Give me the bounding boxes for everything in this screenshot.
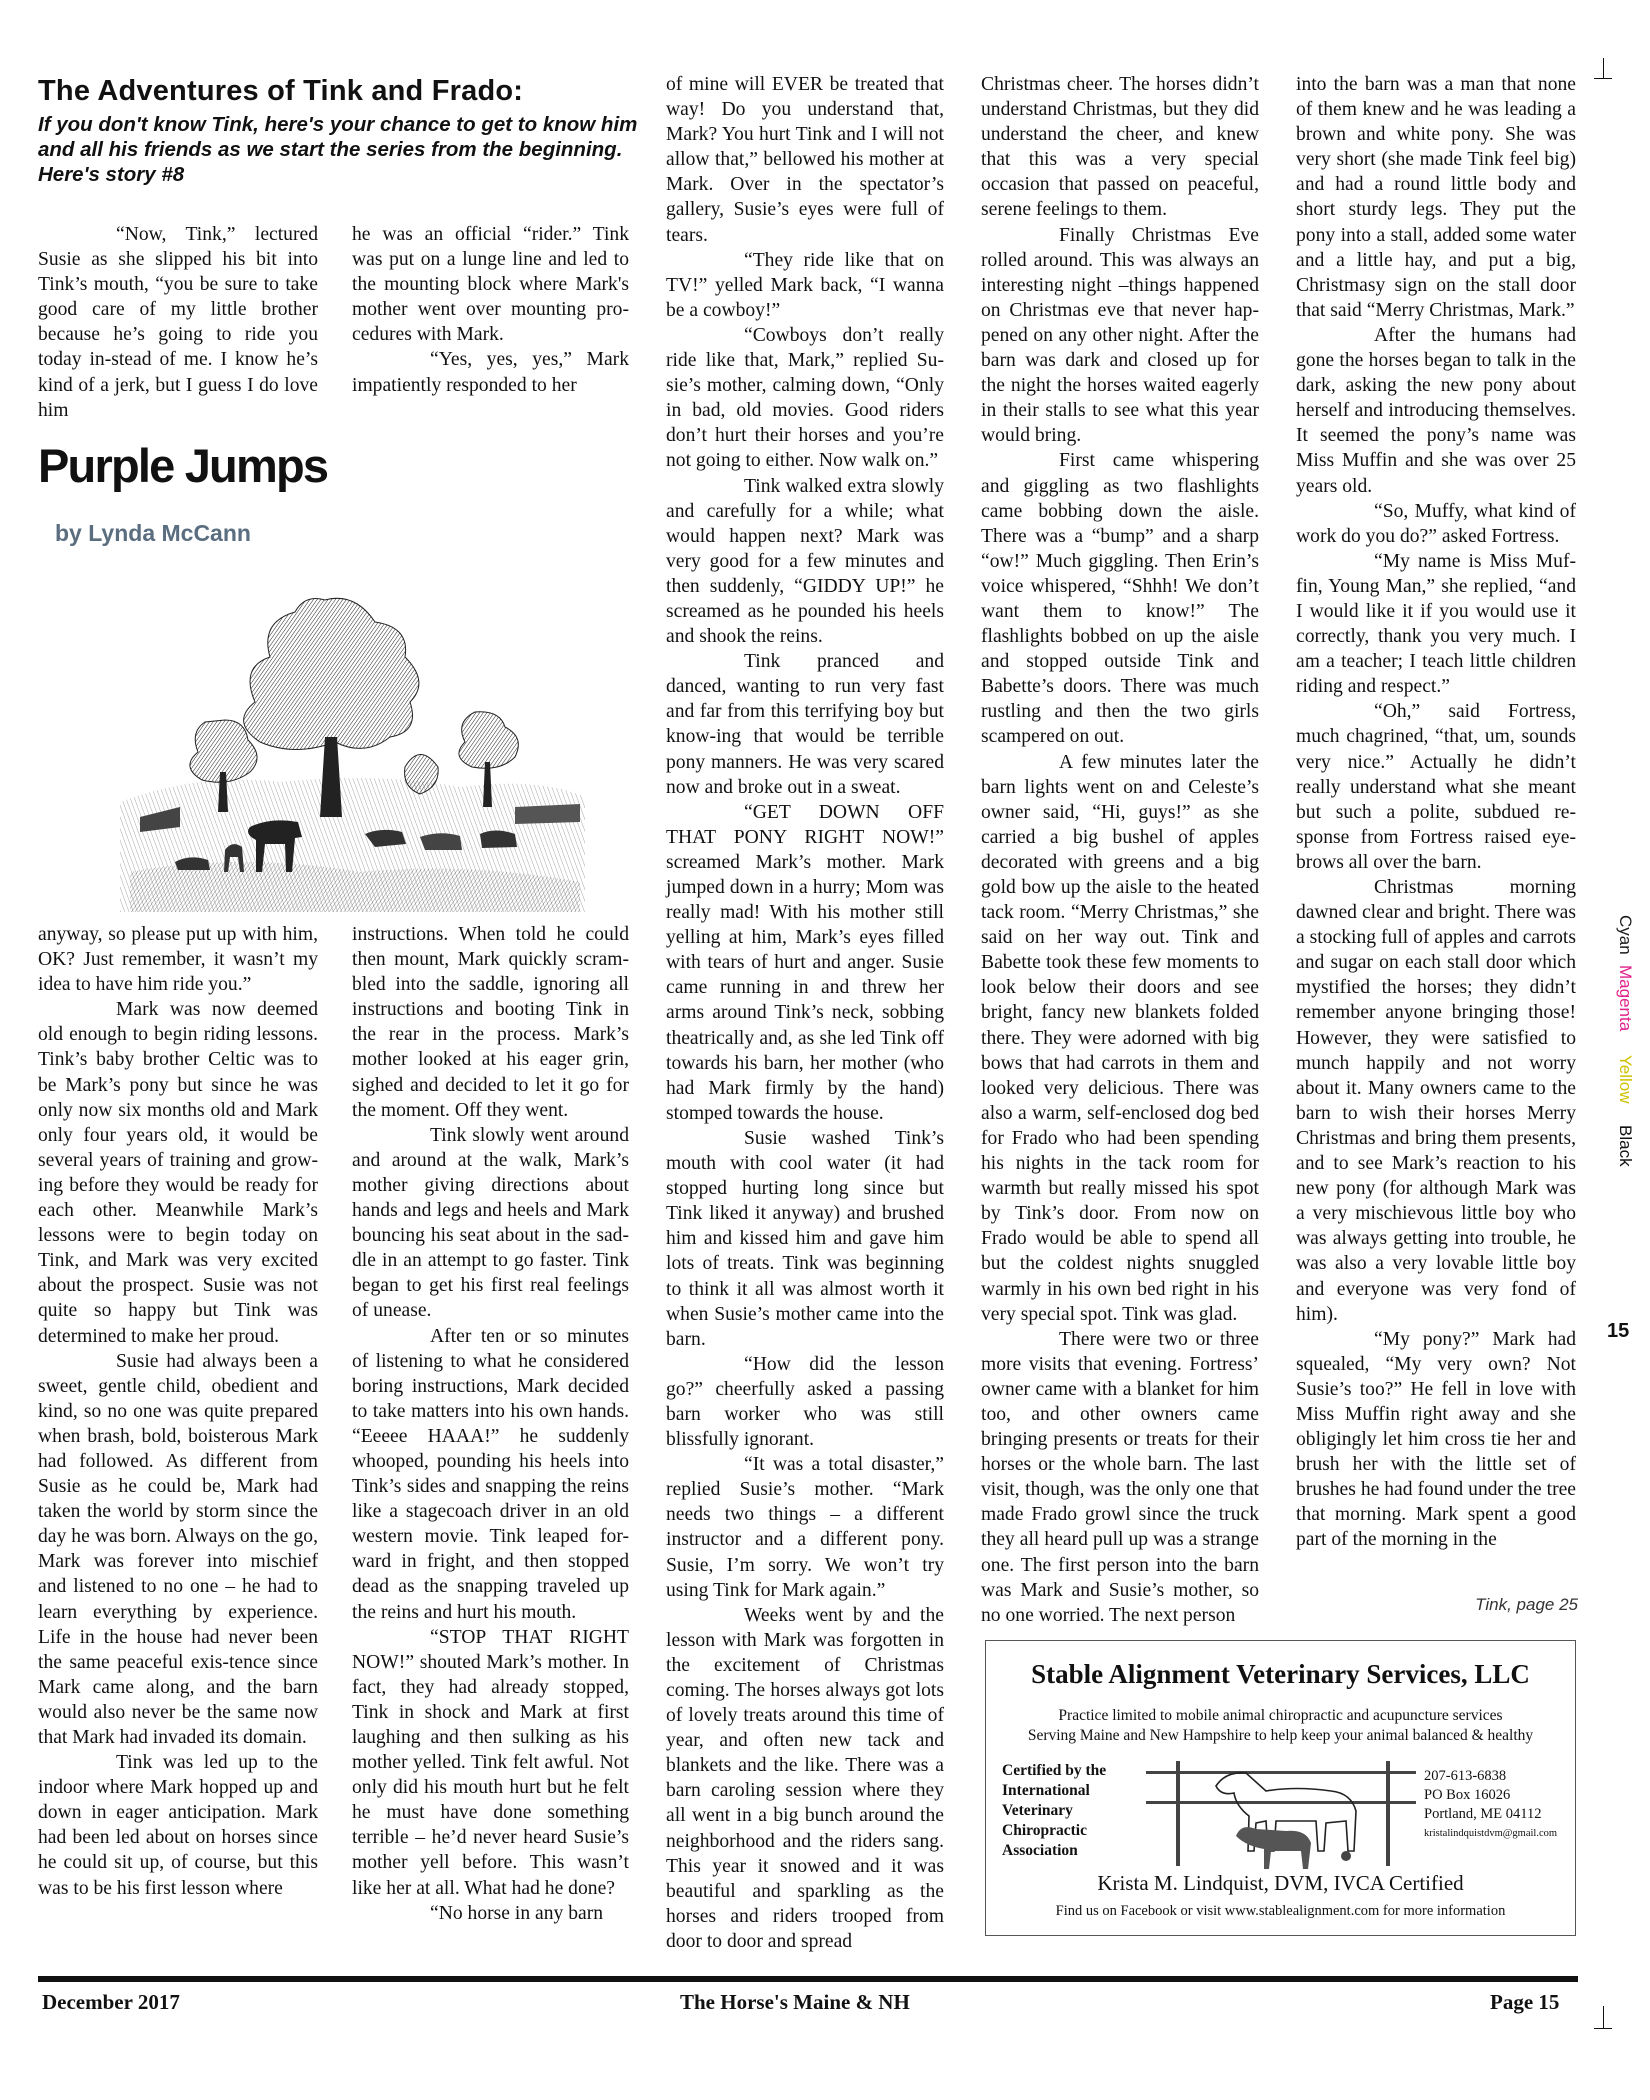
- continued-jump: Tink, page 25: [1475, 1595, 1578, 1614]
- paragraph: “How did the lesson go?” cheerfully asked a passing barn worker who was still blissfully ignorant.: [666, 1353, 944, 1451]
- paragraph: Christmas morning dawned clear and bright. There was a stocking full of apples and carrots and sugar on each stall door which mystified the horses; they didn’t remember anyone bringing those! However, they were satisfied to munch happily and not worry about it. Many owners came to the barn to wish their horses Merry Christmas and bring them presents, and to see Mark’s reaction to his new pony (for although Mark was a very mischievous little boy who was always getting into trouble, he was also a very lovable little boy and everyone was very fond of him).: [1296, 877, 1576, 1325]
- paragraph: he was an official “rider.” Tink was put on a lunge line and led to the mounting block where Mark's mother went over mounting pro-cedures with Mark.: [352, 224, 629, 346]
- column-3: [666, 72, 944, 1954]
- paragraph: Finally Christmas Eve rolled around. This was always an interesting night –things happened on Christmas eve that never hap-pened on any other night. After the barn was dark and closed up for the night the horses waited eagerly in their stalls to see what this year would bring.: [981, 224, 1259, 447]
- crop-mark-top-stem: [1603, 58, 1604, 78]
- paragraph: “It was a total disaster,” replied Susie’s mother. “Mark needs two things – a different instructor and a different pony. Susie, I’m sorry. We won’t try using Tink for Mark again.”: [666, 1454, 944, 1601]
- ad-vet-name: Krista M. Lindquist, DVM, IVCA Certified: [1097, 1871, 1464, 1895]
- column-1-top: [38, 222, 318, 423]
- paragraph: Mark was now deemed old enough to begin riding lessons. Tink’s baby brother Celtic was to be Mark’s pony but since he was only now six months old and Mark only four years old, it would be several years of training and grow-ing before they would be ready for each other. Meanwhile Mark’s lessons were to begin today on Tink, and Mark was very excited about the prospect. Susie was not quite so happy but Tink was determined to make her proud.: [38, 999, 318, 1347]
- paragraph: A few minutes later the barn lights went on and Celeste’s owner said, “Hi, guys!” as she carried a big bushel of apples decorated with greens and a big gold bow up the aisle to the heated tack room. “Merry Christmas,” she said on her way out. Tink and Babette took these few moments to look below their doors and see bright, fancy new blankets folded there. They were adorned with big bows that had carrots in them and looked very delicious. There was also a warm, self-enclosed dog bed for Frado who had been spending his nights in the tack room for warmth but really missed his spot by Tink’s door. From now on Frado would be able to spend all but the coldest nights snuggled warmly in his own bed right in his very special spot. Tink was glad.: [981, 751, 1259, 1325]
- paragraph: anyway, so please put up with him, OK? Just remember, it wasn’t my idea to have him ride you.”: [38, 924, 318, 996]
- paragraph: Weeks went by and the lesson with Mark was forgotten in the excitement of Christmas coming. The horses always got lots of lovely treats around this time of year, and often new tack and blankets and the like. There was a barn caroling session where they all went in a big bunch around the neighborhood and the riders sang. This year it snowed and it was beautiful and sparkling as the horses and riders trooped from door to door and spread: [666, 1604, 944, 1952]
- column-5: [1296, 72, 1576, 1553]
- ad-po-box: PO Box 16026: [1424, 1787, 1511, 1803]
- paragraph: “So, Muffy, what kind of work do you do?” asked Fortress.: [1296, 500, 1576, 547]
- footer-date: December 2017: [42, 1990, 180, 2014]
- column-2-bottom: [352, 922, 629, 1926]
- paragraph: Tink walked extra slowly and carefully for a while; what would happen next? Mark was very good for a few minutes and then suddenly, “GIDDY UP!” he screamed as he pounded his heels and shook the reins.: [666, 475, 944, 648]
- paragraph: Tink pranced and danced, wanting to run very fast and far from this terrifying boy but know-ing that would be terrible pony manners. He was very scared now and broke out in a sweat.: [666, 651, 944, 798]
- paragraph: into the barn was a man that none of them knew and he was leading a brown and white pony. She was very short (she made Tink feel big) and had a round little body and short sturdy legs. They put the pony into a stall, added some water and a little hay, and put a big, Christmasy sign on the stall door that said “Merry Christmas, Mark.”: [1296, 74, 1576, 321]
- crop-mark-bottom-stem: [1603, 2006, 1604, 2028]
- paragraph: “Now, Tink,” lectured Susie as she slipped his bit into Tink’s mouth, “you be sure to take good care of my little brother because he’s going to ride you today in-stead of me. I know he’s kind of a jerk, but I guess I do love him: [38, 224, 318, 421]
- series-subhead: If you don't know Tink, here's your chance to get to know him and all his friends as we start the series from the beginning. Here's story #8: [38, 113, 638, 186]
- paragraph: “My pony?” Mark had squealed, “My very own? Not Susie’s too?” He fell in love with Miss Muffin right away and she obligingly let him cross tie her and brush her with the little set of brushes he had found under the tree that morning. Mark spent a good part of the morning in the: [1296, 1328, 1576, 1551]
- paragraph: Tink was led up to the indoor where Mark hopped up and down in eager anticipation. Mark had been led about on horses since he could sit up, of course, but this was to be his first lesson where: [38, 1752, 318, 1899]
- ad-certification: Certified by the International Veterinary Chiropractic Association: [1002, 1762, 1107, 1859]
- pasture-illustration: [120, 572, 585, 912]
- paragraph: “GET DOWN OFF THAT PONY RIGHT NOW!” screamed Mark’s mother. Mark jumped down in a hurry; Mom was really mad! With his mother still yelling at him, Mark’s eyes filled with tears of hurt and anger. Susie came running in and threw her arms around Tink’s neck, sobbing theatrically and, as she led Tink off towards his barn, her mother (who had Mark firmly by the hand) stomped towards the house.: [666, 801, 944, 1124]
- paragraph: After the humans had gone the horses began to talk in the dark, asking the new pony about herself and introducing themselves. It seemed the pony’s name was Miss Muffin and she was over 25 years old.: [1296, 324, 1576, 497]
- paragraph: “They ride like that on TV!” yelled Mark back, “I wanna be a cowboy!”: [666, 249, 944, 321]
- ad-city: Portland, ME 04112: [1424, 1806, 1542, 1822]
- horse-dog-fence-illustration: [1146, 1751, 1416, 1876]
- cmyk-color-bar: [1612, 915, 1642, 1245]
- vet-advertisement: [985, 1640, 1576, 1936]
- ad-title: Stable Alignment Veterinary Services, LLC: [1031, 1659, 1530, 1689]
- cmyk-magenta-label: Magenta: [1616, 965, 1635, 1032]
- ad-services-line: Practice limited to mobile animal chiropractic and acupuncture services: [1058, 1707, 1503, 1724]
- column-1-bottom: [38, 922, 318, 1901]
- ad-region-line: Serving Maine and New Hampshire to help keep your animal balanced & healthy: [1027, 1727, 1534, 1744]
- article-byline: by Lynda McCann: [55, 520, 251, 546]
- paragraph: Tink slowly went around and around at the walk, Mark’s mother giving directions about hands and legs and heels and Mark bouncing his seat about in the sad-dle in an attempt to go faster. Tink began to get his first real feelings of unease.: [352, 1124, 629, 1322]
- paragraph: “My name is Miss Muf-fin, Young Man,” she replied, “and I would like it if you would use it correctly, thank you very much. I am a teacher; I teach little children riding and respect.”: [1296, 550, 1576, 698]
- column-4: [981, 72, 1259, 1628]
- paragraph: “Yes, yes, yes,” Mark impatiently responded to her: [352, 349, 629, 396]
- footer-publication: The Horse's Maine & NH: [680, 1990, 910, 2014]
- ad-facebook-line: Find us on Facebook or visit www.stablealignment.com for more information: [1055, 1903, 1506, 1919]
- paragraph: of mine will EVER be treated that way! Do you understand that, Mark? You hurt Tink and I will not allow that,” bellowed his mother at Mark. Over in the spectator’s gallery, Susie’s eyes were full of tears.: [666, 74, 944, 246]
- cmyk-cyan-label: Cyan: [1616, 915, 1635, 955]
- paragraph: First came whispering and giggling as two flashlights came bobbing down the aisle. There was a “bump” and a sharp “ow!” Much giggling. Then Erin’s voice whispered, “Shhh! We don’t want them to know!” The flashlights bobbed on up the aisle and stopped outside Tink and Babette’s doors. There was much rustling and then the two girls scampered on out.: [981, 450, 1259, 748]
- ad-email: kristalindquistdvm@gmail.com: [1424, 1828, 1558, 1839]
- series-headline: The Adventures of Tink and Frado:: [38, 75, 524, 107]
- side-page-number: 15: [1607, 1320, 1630, 1342]
- article-title: Purple Jumps: [38, 439, 328, 492]
- paragraph: Christmas cheer. The horses didn’t understand Christmas, but they did understand the cheer, and knew that this was a very special occasion that passed on peaceful, serene feelings to them.: [981, 74, 1259, 221]
- paragraph: instructions. When told he could then mount, Mark quickly scram-bled into the saddle, ignoring all instructions and booting Tink in the rear in the process. Mark’s mother looked at his eager grin, sighed and decided to let it go for the moment. Off they went.: [352, 924, 629, 1121]
- ad-contact-block: [1424, 1767, 1574, 1843]
- footer-page-number: Page 15: [1490, 1990, 1560, 2014]
- paragraph: Susie washed Tink’s mouth with cool water (it had stopped hurting long since but Tink liked it anyway) and brushed him and kissed him and gave him lots of treats. Tink was beginning to think it all was almost worth it when Susie’s mother came into the barn.: [666, 1127, 944, 1350]
- paragraph: Susie had always been a sweet, gentle child, obedient and kind, so no one was quite prepared when brash, bold, boisterous Mark had followed. As different from Susie as he could be, Mark had taken the world by storm since the day he was born. Always on the go, Mark was forever into mischief and listened to no one – he had to learn everything by experience. Life in the house had never been the same peaceful exis-tence since Mark came along, and the barn would also never be the same now that Mark had invaded its domain.: [38, 1350, 318, 1748]
- crop-mark-bottom: [1594, 2028, 1612, 2029]
- ad-phone: 207-613-6838: [1424, 1768, 1507, 1784]
- cmyk-yellow-label: Yellow: [1616, 1055, 1635, 1104]
- paragraph: After ten or so minutes of listening to what he considered boring instructions, Mark decided to take matters into his own hands. “Eeeee HAAA!” he suddenly whooped, pounding his heels into Tink’s sides and snapping the reins like a stagecoach driver in an old western movie. Tink leaped for-ward in fright, and then stopped dead as the snapping traveled up the reins and hurt his mouth.: [352, 1325, 629, 1623]
- paragraph: There were two or three more visits that evening. Fortress’ owner came with a blanket for him too, and other owners came bringing presents or treats for their horses or the whole barn. The last visit, though, was the only one that made Frado growl since the truck they all heard pull up was a strange one. The first person into the barn was Mark and Susie’s mother, so no one worried. The next person: [981, 1328, 1259, 1626]
- crop-mark-top: [1594, 78, 1612, 79]
- paragraph: “STOP THAT RIGHT NOW!” shouted Mark’s mother. In fact, they had already stopped, Tink in shock and Mark at first laughing and then sulking as his mother yelled. Tink felt awful. Not only did his mouth hurt but he felt he must have done something terrible – he’d never heard Susie’s mother yell before. This wasn’t like her at all. What had he done?: [352, 1626, 629, 1899]
- paragraph: “Oh,” said Fortress, much chagrined, “that, um, sounds very nice.” Actually he didn’t really understand what she meant but such a polite, subdued re-sponse from Fortress raised eye-brows all over the barn.: [1296, 701, 1576, 873]
- column-2-top: [352, 222, 629, 398]
- paragraph: “No horse in any barn: [430, 1902, 604, 1924]
- footer-rule: [38, 1976, 1578, 1982]
- cmyk-black-label: Black: [1616, 1125, 1635, 1167]
- paragraph: “Cowboys don’t really ride like that, Mark,” replied Su-sie’s mother, calming down, “Only in bad, old movies. Good riders don’t hurt their horses and you’re not going to either. Now walk on.”: [666, 324, 944, 472]
